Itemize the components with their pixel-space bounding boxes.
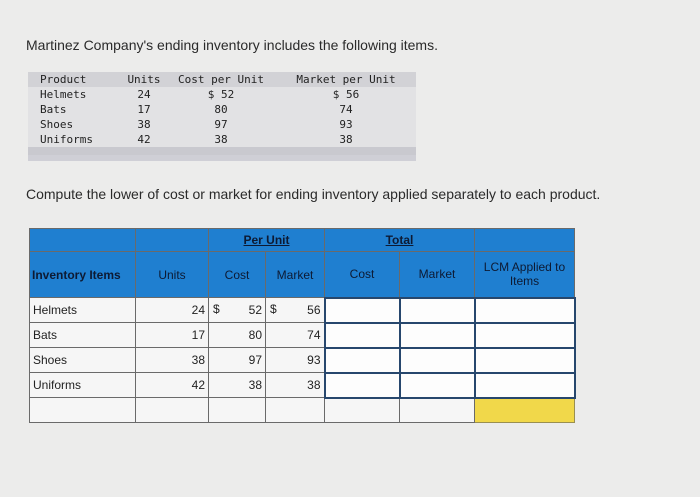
data-header-units: Units xyxy=(122,72,166,87)
total-market-input[interactable] xyxy=(400,373,475,398)
cost-per-unit-header: Cost xyxy=(209,252,266,298)
item-units: 42 xyxy=(136,373,209,398)
lcm-input[interactable] xyxy=(475,373,575,398)
lcm-input[interactable] xyxy=(475,348,575,373)
inventory-data-box xyxy=(28,72,416,155)
data-header-product: Product xyxy=(28,72,122,87)
total-market-input[interactable] xyxy=(400,348,475,373)
data-units: 17 xyxy=(137,103,151,116)
data-cost: 80 xyxy=(214,103,228,116)
item-name: Bats xyxy=(30,323,136,348)
data-header-cost: Cost per Unit xyxy=(166,72,276,87)
item-cost: 97 xyxy=(209,348,266,373)
data-market: $ 56 xyxy=(332,88,360,101)
total-cost-input[interactable] xyxy=(325,298,400,323)
currency-symbol: $ xyxy=(213,302,220,316)
total-market-input[interactable] xyxy=(400,323,475,348)
currency-symbol: $ xyxy=(270,302,277,316)
total-cost-input[interactable] xyxy=(325,323,400,348)
total-cost-input[interactable] xyxy=(325,373,400,398)
item-market: 93 xyxy=(266,348,325,373)
total-cost-header: Cost xyxy=(325,252,400,298)
lcm-input[interactable] xyxy=(475,323,575,348)
item-market: 74 xyxy=(266,323,325,348)
total-cost-input[interactable] xyxy=(325,348,400,373)
data-box-footer-bar xyxy=(28,147,416,155)
lcm-total-input[interactable] xyxy=(475,398,575,423)
data-product: Uniforms xyxy=(40,133,93,146)
lcm-answer-table xyxy=(29,228,576,423)
table-row xyxy=(30,373,575,398)
data-row xyxy=(28,132,416,147)
group-header-row xyxy=(30,229,575,252)
total-market-header: Market xyxy=(400,252,475,298)
item-units: 38 xyxy=(136,348,209,373)
data-product: Helmets xyxy=(40,88,87,101)
item-name: Shoes xyxy=(30,348,136,373)
data-market: 93 xyxy=(339,118,353,131)
divider-bar xyxy=(28,155,416,161)
table-row xyxy=(30,348,575,373)
units-header: Units xyxy=(136,252,209,298)
data-units: 42 xyxy=(137,133,151,146)
inventory-data-table xyxy=(28,72,416,147)
table-row xyxy=(30,298,575,323)
lcm-input[interactable] xyxy=(475,298,575,323)
total-row xyxy=(30,398,575,423)
data-cost: 38 xyxy=(214,133,228,146)
data-units: 24 xyxy=(137,88,151,101)
data-units: 38 xyxy=(137,118,151,131)
data-header-row xyxy=(28,72,416,87)
data-cost: $ 52 xyxy=(207,88,235,101)
column-header-row xyxy=(30,252,575,298)
item-cost: 80 xyxy=(209,323,266,348)
item-name: Uniforms xyxy=(30,373,136,398)
per-unit-header: Per Unit xyxy=(243,233,290,247)
data-header-market: Market per Unit xyxy=(276,72,416,87)
instruction-text: Compute the lower of cost or market for ending inventory applied separately to each product. xyxy=(26,186,601,202)
item-units: 17 xyxy=(136,323,209,348)
item-units: 24 xyxy=(136,298,209,323)
item-market: 56 xyxy=(307,303,321,317)
data-product: Shoes xyxy=(40,118,74,131)
total-header: Total xyxy=(385,233,414,247)
data-row xyxy=(28,87,416,102)
total-market-input[interactable] xyxy=(400,298,475,323)
data-row xyxy=(28,102,416,117)
market-per-unit-header: Market xyxy=(266,252,325,298)
data-row xyxy=(28,117,416,132)
data-cost: 97 xyxy=(214,118,228,131)
inventory-items-header: Inventory Items xyxy=(30,252,136,298)
data-product: Bats xyxy=(40,103,67,116)
question-text: Martinez Company's ending inventory includes the following items. xyxy=(26,37,438,53)
item-name: Helmets xyxy=(30,298,136,323)
item-cost: 52 xyxy=(248,303,262,317)
lcm-applied-header: LCM Applied to Items xyxy=(475,252,575,298)
table-row xyxy=(30,323,575,348)
data-market: 38 xyxy=(339,133,353,146)
item-market: 38 xyxy=(266,373,325,398)
data-market: 74 xyxy=(339,103,353,116)
item-cost: 38 xyxy=(209,373,266,398)
